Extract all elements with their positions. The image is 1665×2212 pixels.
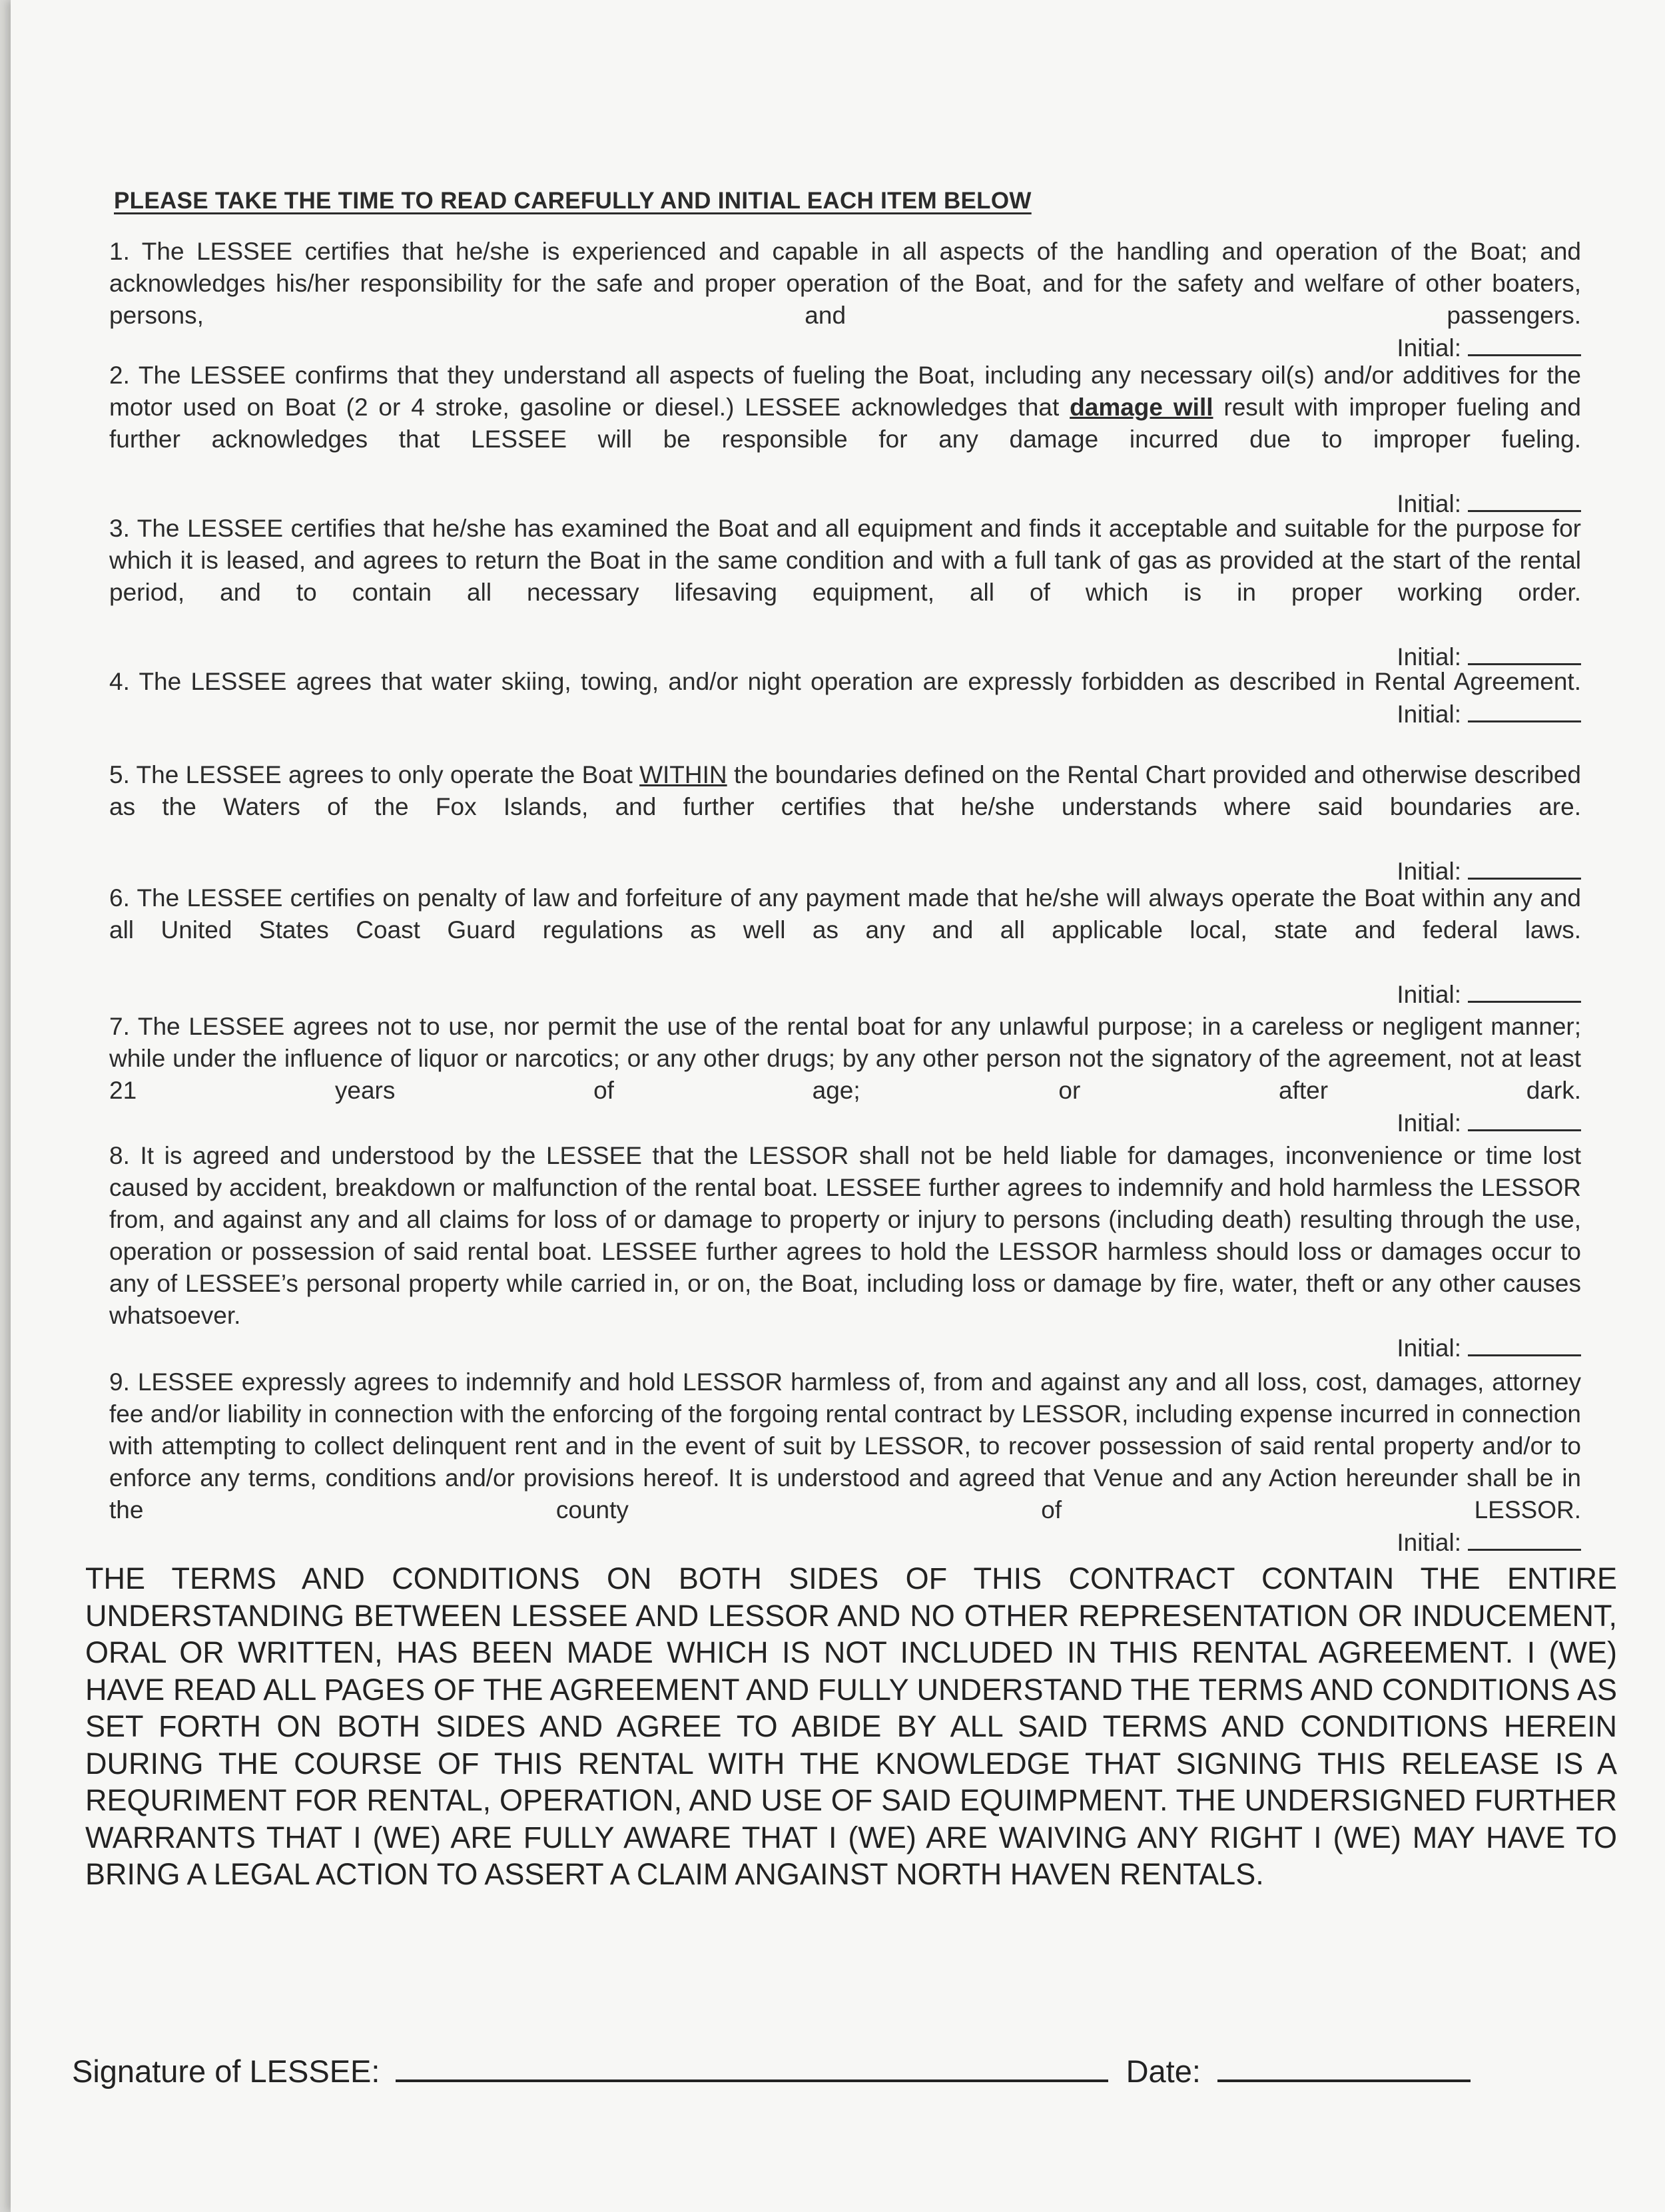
item-text: 1. The LESSEE certifies that he/she is experienced and capable in all aspects of the handling and operation of the Boat; and acknowledges his/her responsibility for the safe and proper operation of the Boat, and for the safety and welfare of other boaters, persons, and passengers. — [109, 238, 1581, 329]
initial-label: Initial: — [1397, 334, 1461, 362]
page-heading: PLEASE TAKE THE TIME TO READ CAREFULLY AND INITIAL EACH ITEM BELOW — [114, 188, 1032, 214]
initial-blank[interactable] — [1468, 855, 1581, 880]
item-text: 5. The LESSEE agrees to only operate the Boat WITHIN the boundaries defined on the Rental Chart provided and otherwise described as the Waters of the Fox Islands, and further certifies that he/she understands where said boundaries are. — [109, 761, 1581, 820]
initial-label: Initial: — [1397, 858, 1461, 885]
item-text: 9. LESSEE expressly agrees to indemnify and hold LESSOR harmless of, from and against any and all loss, cost, damages, attorney fee and/or liability in connection with the enforcing of the forgoing rental contract by LESSOR, including expense incurred in connection with attempting to collect delinquent rent and in the event of suit by LESSOR, to recover possession of said rental property and/or to enforce any terms, conditions and/or provisions hereof. It is understood and agreed that Venue and any Action hereunder shall be in the county of LESSOR. — [109, 1368, 1581, 1523]
initial-blank[interactable] — [1468, 1107, 1581, 1131]
date-line[interactable] — [1217, 2053, 1471, 2082]
terms-text: THE TERMS AND CONDITIONS ON BOTH SIDES OF THIS CONTRACT CONTAIN THE ENTIRE UNDERSTANDING BETWEEN LESSEE AND LESSOR AND NO OTHER REPRESENTATION OR INDUCEMENT, ORAL OR WRITTEN, HAS BEEN MADE WHICH IS NOT INCLUDED IN THIS RENTAL AGREEMENT. I (WE) HAVE READ ALL PAGES OF THE AGREEMENT AND FULLY UNDERSTAND THE TERMS AND CONDITIONS AS SET FORTH ON BOTH SIDES AND AGREE TO ABIDE BY ALL SAID TERMS AND CONDITIONS HEREIN DURING THE COURSE OF THIS RENTAL WITH THE KNOWLEDGE THAT SIGNING THIS RELEASE IS A REQURIMENT FOR RENTAL, OPERATION, AND USE OF SAID EQUIMPMENT. THE UNDERSIGNED FURTHER WARRANTS THAT I (WE) ARE FULLY AWARE THAT I (WE) ARE WAIVING ANY RIGHT I (WE) MAY HAVE TO BRING A LEGAL ACTION TO ASSERT A CLAIM ANGAINST NORTH HAVEN RENTALS. — [85, 1561, 1617, 1891]
agreement-item-7 — [109, 1011, 1581, 1139]
initial-label: Initial: — [1397, 490, 1461, 517]
item-text: 4. The LESSEE agrees that water skiing, towing, and/or night operation are expressly forbidden as described in Rental Agreement. — [109, 668, 1581, 695]
item-text: 2. The LESSEE confirms that they understand all aspects of fueling the Boat, including any necessary oil(s) and/or additives for the motor used on Boat (2 or 4 stroke, gasoline or diesel.) LESSEE acknowledges that damage will result with improper fueling and further acknowledges that LESSEE will be responsible for any damage incurred due to improper fueling. — [109, 362, 1582, 453]
agreement-item-3 — [109, 513, 1581, 673]
initial-label: Initial: — [1397, 1109, 1461, 1137]
initial-field — [109, 978, 1581, 1011]
initial-label: Initial: — [1397, 1529, 1461, 1556]
initial-blank[interactable] — [1468, 332, 1581, 356]
date-label: Date: — [1126, 2054, 1201, 2089]
initial-blank[interactable] — [1468, 698, 1581, 722]
initial-label: Initial: — [1397, 643, 1461, 671]
lessee-signature-line[interactable] — [396, 2053, 1108, 2082]
lessee-signature-label: Signature of LESSEE: — [72, 2054, 380, 2089]
initial-label: Initial: — [1397, 700, 1461, 728]
initial-blank[interactable] — [1468, 1526, 1581, 1551]
initial-blank[interactable] — [1468, 487, 1581, 512]
terms-and-conditions — [85, 1560, 1617, 1893]
signature-row — [72, 2053, 1471, 2089]
agreement-item-9 — [109, 1366, 1581, 1559]
agreement-item-2 — [109, 360, 1581, 520]
initial-label: Initial: — [1397, 1334, 1461, 1362]
initial-blank[interactable] — [1468, 978, 1581, 1003]
initial-blank[interactable] — [1468, 641, 1581, 665]
item-text: 7. The LESSEE agrees not to use, nor permit the use of the rental boat for any unlawful purpose; in a careless or negligent manner; while under the influence of liquor or narcotics; or any other drugs; by any other person not the signatory of the agreement, not at least 21 years of age; or after dark. — [109, 1013, 1581, 1104]
emphasis-damage-will: damage will — [1070, 394, 1213, 421]
item-text: 6. The LESSEE certifies on penalty of law and forfeiture of any payment made that he/she will always operate the Boat within any and all United States Coast Guard regulations as well as any and all applicable local, state and federal laws. — [109, 884, 1581, 944]
agreement-item-1 — [109, 236, 1581, 364]
item-text: 8. It is agreed and understood by the LESSEE that the LESSOR shall not be held liable for damages, inconvenience or time lost caused by accident, breakdown or malfunction of the rental boat. LESSEE further agrees to indemnify and hold harmless the LESSOR from, and against any and all claims for loss of or damage to property or injury to persons (including death) resulting through the use, operation or possession of said rental boat. LESSEE further agrees to hold the LESSOR harmless should loss or damages occur to any of LESSEE’s personal property while carried in, or on, the Boat, including loss or damage by fire, water, theft or any other causes whatsoever. — [109, 1142, 1581, 1329]
initial-blank[interactable] — [1468, 1332, 1581, 1356]
item-text: 3. The LESSEE certifies that he/she has examined the Boat and all equipment and finds it acceptable and suitable for the purpose for which it is leased, and agrees to return the Boat in the same condition and with a full tank of gas as provided at the start of the rental period, and to contain all necessary lifesaving equipment, all of which is in proper working order. — [109, 515, 1581, 606]
agreement-item-8 — [109, 1140, 1581, 1364]
agreement-item-5 — [109, 759, 1581, 888]
agreement-item-4 — [109, 666, 1581, 730]
rental-agreement-page — [11, 0, 1665, 2212]
initial-label: Initial: — [1397, 981, 1461, 1008]
agreement-item-6 — [109, 882, 1581, 1011]
emphasis-within: WITHIN — [639, 761, 727, 788]
